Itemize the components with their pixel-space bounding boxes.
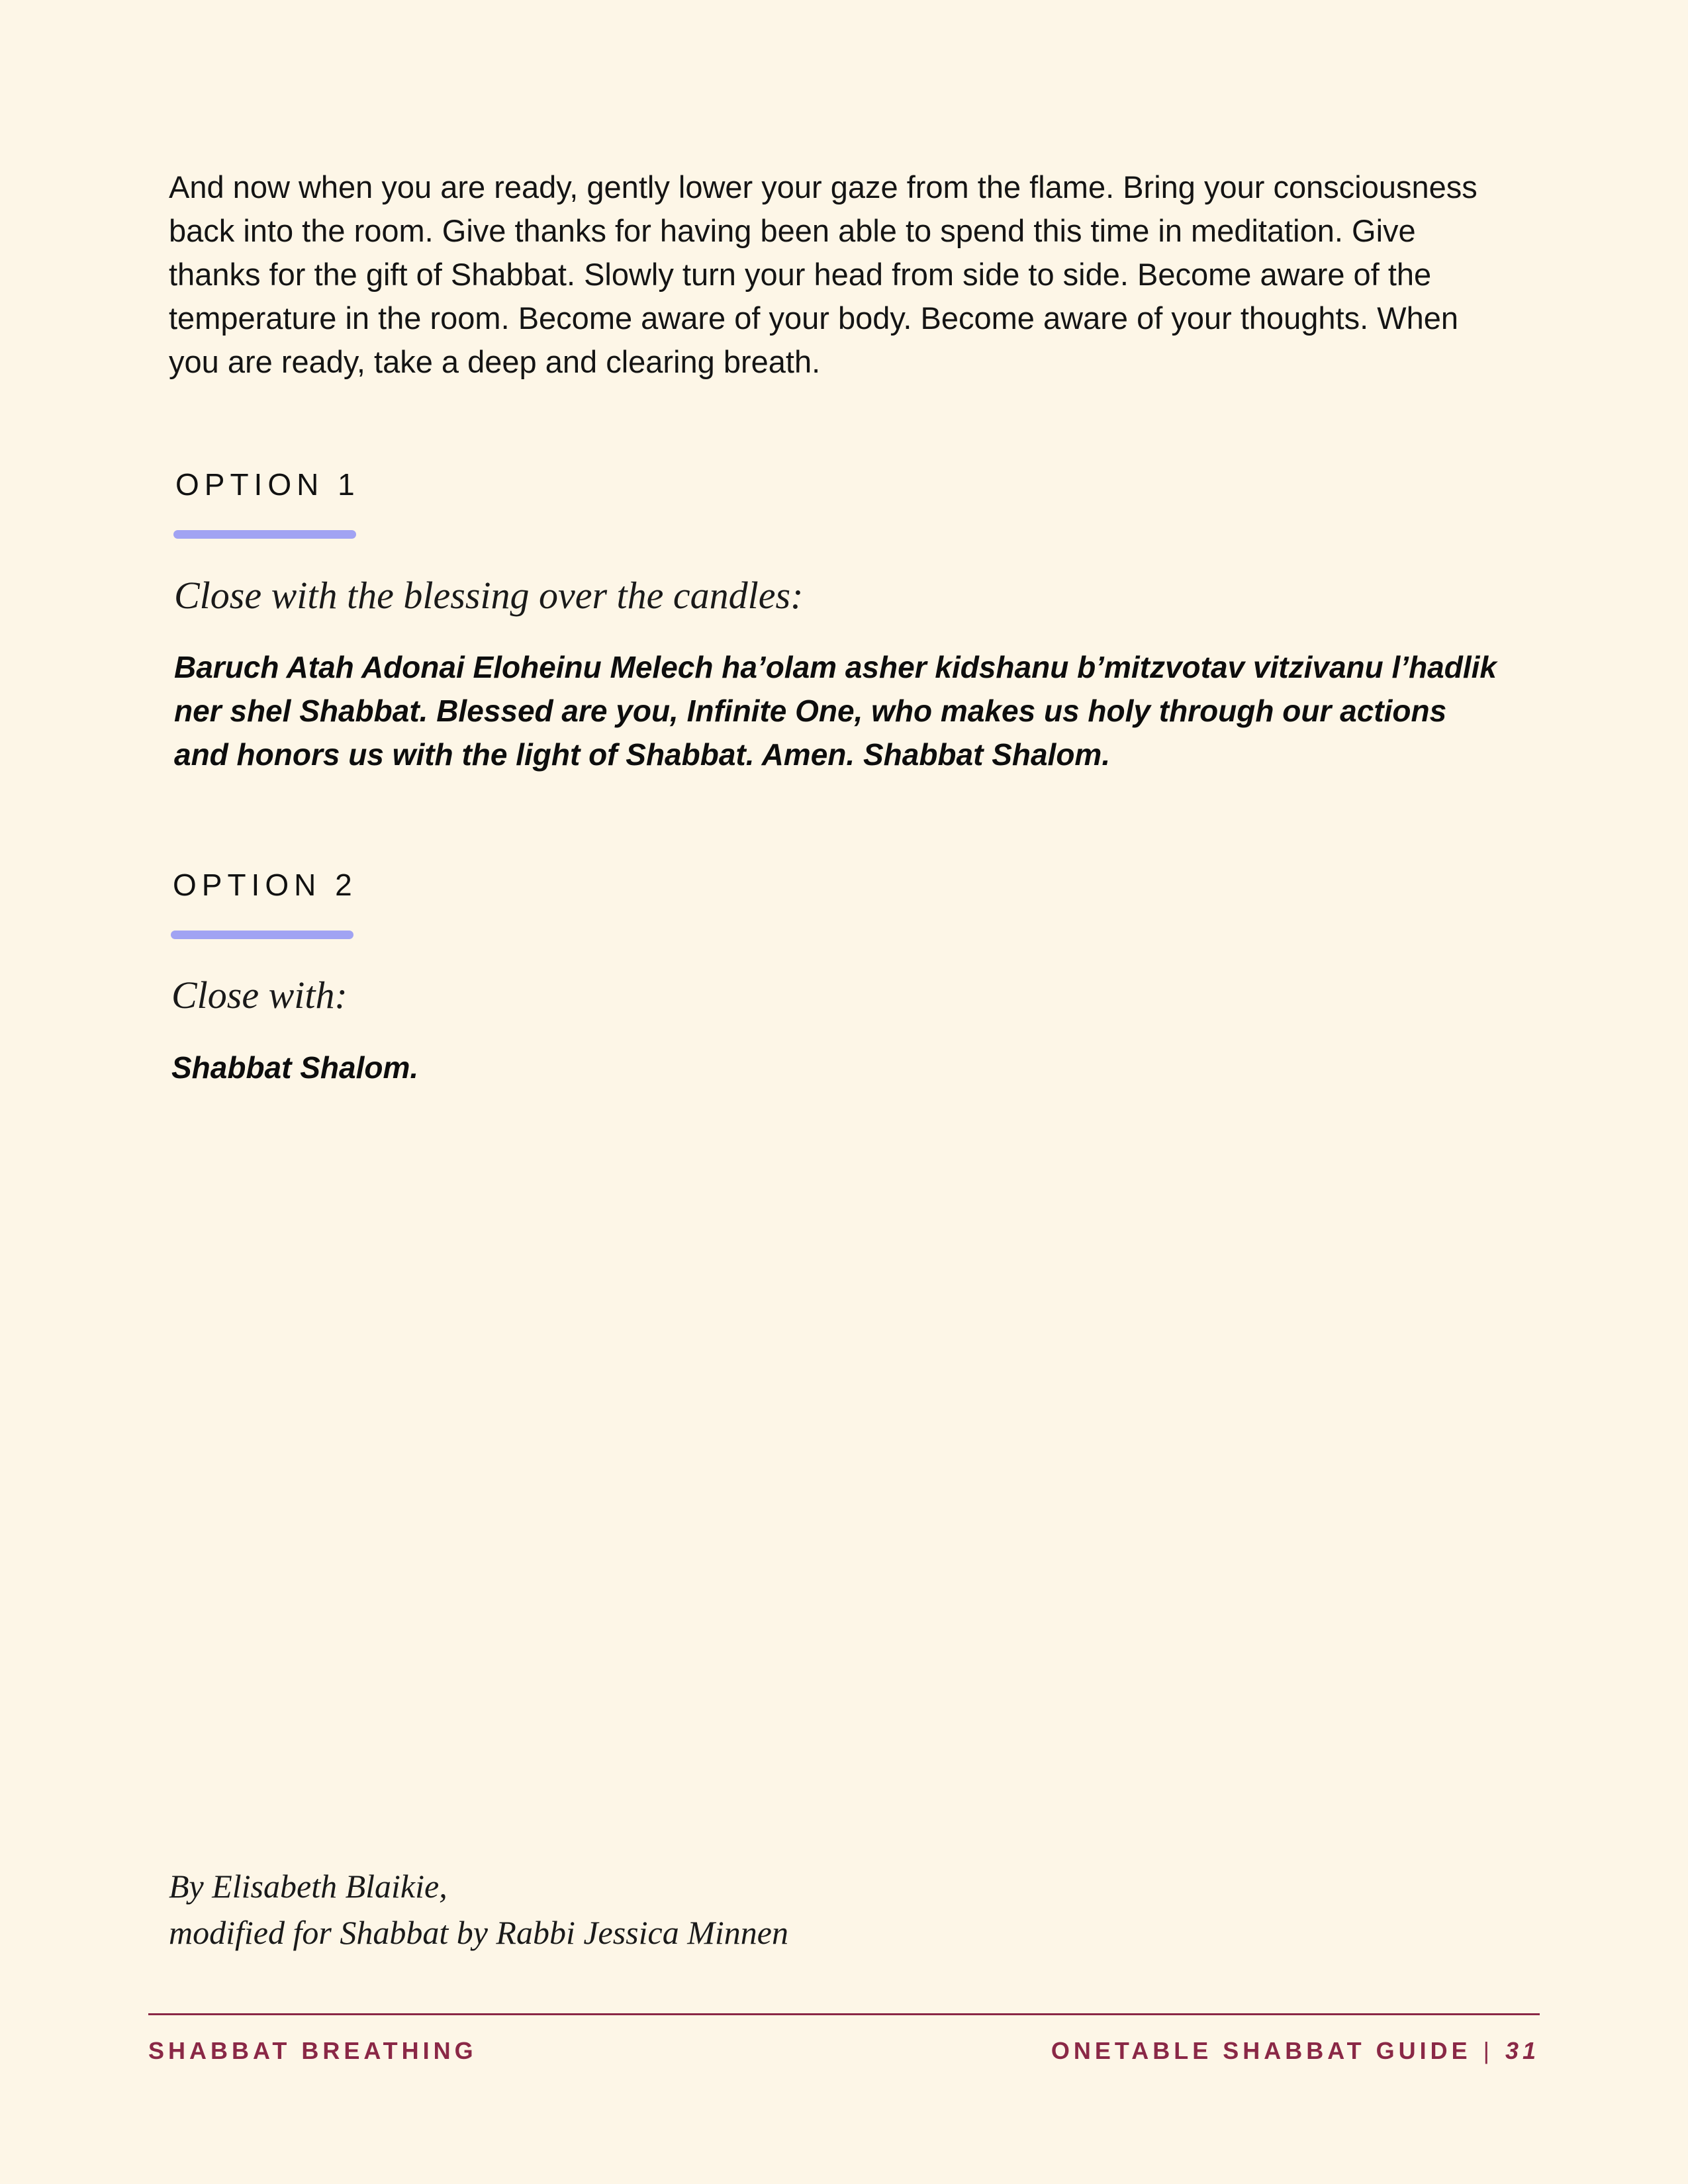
footer-guide-title: ONETABLE SHABBAT GUIDE: [1051, 2037, 1472, 2064]
option-2-underline: [171, 931, 353, 939]
intro-paragraph: And now when you are ready, gently lower your gaze from the flame. Bring your consciousness back into the room. Give thanks for having been able to spend this time in meditation. Give thanks for the gift of Shabbat. Slowly turn your head from side to side. Become aware of the temperature in the room. Become aware of your body. Become aware of your thoughts. When you are ready, take a deep and clearing breath.: [169, 169, 1477, 379]
credit-author-line: By Elisabeth Blaikie,: [169, 1868, 447, 1905]
option-2-heading: OPTION 2: [173, 868, 357, 902]
option-1-heading: OPTION 1: [175, 467, 360, 502]
footer-divider: [148, 2013, 1540, 2015]
footer-section-title: SHABBAT BREATHING: [148, 2037, 477, 2064]
option-2-blessing: Shabbat Shalom.: [171, 1050, 419, 1085]
option-1-blessing: Baruch Atah Adonai Eloheinu Melech ha’olam asher kidshanu b’mitzvotav vitzivanu l’hadlik ner shel Shabbat. Blessed are you, Infinite One, who makes us holy through our actions and honors us with the light of Shabbat. Amen. Shabbat Shalom.: [174, 650, 1497, 772]
author-credit: [169, 1863, 788, 1956]
option-1-intro: Close with the blessing over the candles:: [174, 574, 804, 617]
page-number: 31: [1505, 2037, 1540, 2064]
footer-guide-info: [1051, 2037, 1540, 2065]
credit-modified-line: modified for Shabbat by Rabbi Jessica Minnen: [169, 1914, 788, 1951]
option-1-underline: [173, 530, 356, 539]
option-2-intro: Close with:: [171, 974, 348, 1017]
footer-separator: |: [1483, 2037, 1493, 2064]
